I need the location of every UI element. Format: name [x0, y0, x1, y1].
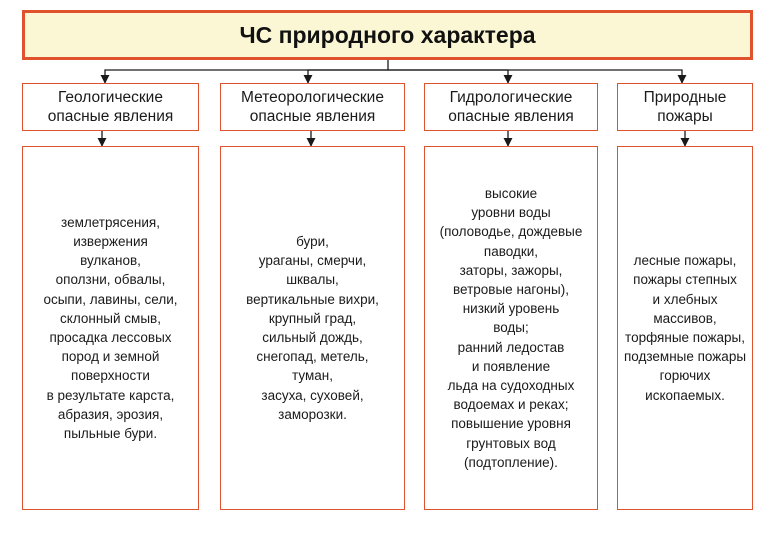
body-line: уровни воды — [471, 205, 551, 221]
body-line: туман, — [292, 368, 333, 384]
body-line: массивов, — [653, 310, 717, 326]
body-line: заторы, зажоры, — [459, 262, 563, 278]
body-line: заморозки. — [278, 406, 347, 422]
header-line: Природные — [643, 89, 727, 106]
body-line: ураганы, смерчи, — [258, 253, 367, 269]
category-body-hydrological — [424, 146, 598, 510]
body-line: воды; — [493, 320, 529, 336]
category-header-hydrological — [424, 83, 598, 131]
body-line: вулканов, — [80, 253, 141, 269]
body-line: вертикальные вихри, — [246, 291, 379, 307]
body-line: ископаемых. — [645, 387, 725, 403]
body-line: (подтопление). — [464, 454, 558, 470]
header-line: Геологические — [58, 89, 163, 106]
header-line: опасные явления — [47, 108, 174, 125]
body-line: пыльные бури. — [63, 426, 158, 442]
header-line: Гидрологические — [449, 89, 573, 106]
category-body-meteorological — [220, 146, 405, 510]
body-line: торфяные пожары, — [625, 330, 745, 345]
body-line: высокие — [484, 185, 538, 201]
header-line: Метеорологические — [241, 89, 384, 106]
body-line: лесные пожары, — [633, 253, 737, 269]
category-body-geological — [22, 146, 199, 510]
title-to-meteo-arrow — [308, 70, 388, 83]
body-line: водоемах и реках; — [453, 397, 569, 413]
body-line: оползни, обвалы, — [55, 272, 166, 288]
title-to-fire-arrow — [388, 70, 682, 83]
header-line: пожары — [657, 108, 713, 125]
body-line: сильный дождь, — [262, 330, 363, 345]
body-line: пород и земной — [61, 349, 160, 365]
body-line: шквалы, — [286, 272, 339, 288]
body-line: бури, — [296, 233, 329, 249]
category-header-fires — [617, 83, 753, 131]
body-line: извержения — [73, 233, 148, 249]
body-line: ветровые нагоны), — [453, 281, 569, 297]
body-line: льда на судоходных — [447, 378, 575, 393]
body-line: подземные пожары — [623, 349, 747, 365]
category-body-fires — [617, 146, 753, 510]
body-line: повышение уровня — [451, 416, 571, 432]
body-line: горючих — [659, 368, 711, 384]
body-line: склонный смыв, — [60, 310, 161, 326]
body-line: и появление — [471, 358, 551, 374]
category-header-meteorological — [220, 83, 405, 131]
body-line: (половодье, дождевые — [439, 224, 583, 240]
body-line: снегопад, метель, — [256, 349, 369, 365]
body-line: низкий уровень — [462, 301, 560, 317]
body-line: грунтовых вод — [466, 435, 556, 451]
category-header-geological — [22, 83, 199, 131]
body-line: поверхности — [71, 368, 150, 384]
body-line: и хлебных — [652, 291, 718, 307]
body-line: паводки, — [483, 243, 539, 259]
title-to-hydro-arrow — [388, 70, 508, 83]
header-line: опасные явления — [448, 108, 574, 125]
body-line: ранний ледостав — [457, 339, 565, 355]
main-title: ЧС природного характера — [22, 10, 753, 60]
body-line: просадка лессовых — [49, 330, 172, 345]
body-line: пожары степных — [633, 272, 737, 288]
body-line: в результате карста, — [46, 387, 175, 403]
body-line: абразия, эрозия, — [57, 406, 164, 422]
title-to-geo-arrow — [105, 60, 388, 83]
body-line: крупный град, — [268, 310, 357, 326]
body-line: осыпи, лавины, сели, — [43, 291, 178, 307]
body-line: засуха, суховей, — [261, 387, 364, 403]
body-line: землетрясения, — [61, 214, 160, 230]
header-line: опасные явления — [249, 108, 376, 125]
